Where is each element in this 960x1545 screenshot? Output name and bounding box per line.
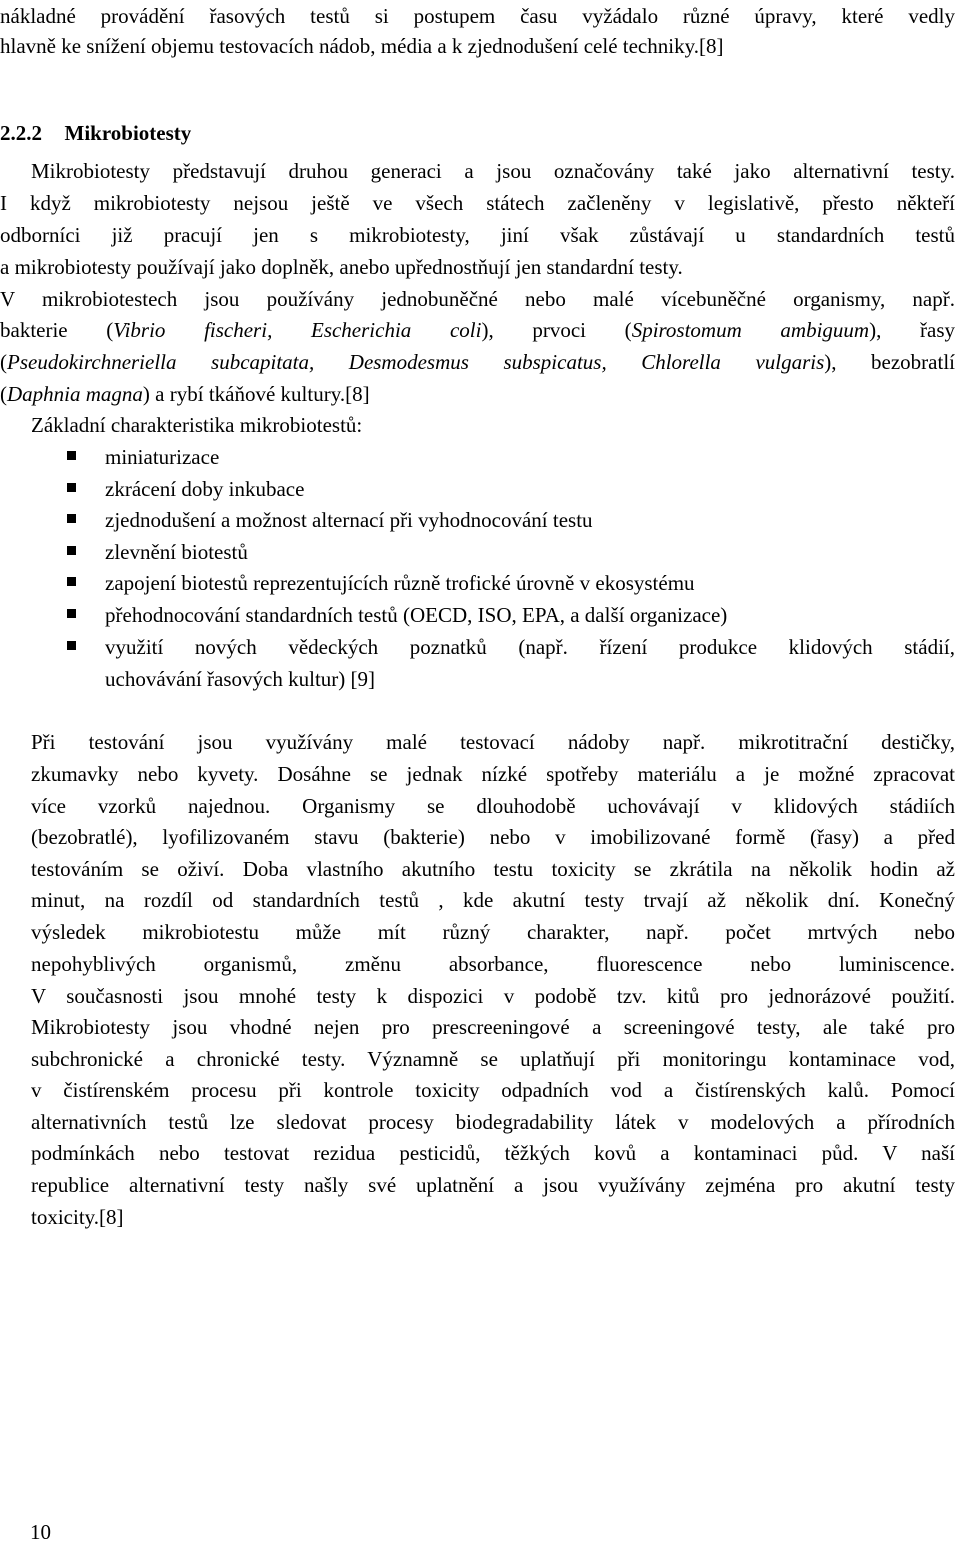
testing-line-5: testováním se oživí. Doba vlastního akutního testu toxicity se zkrátila na několik hodin až <box>31 857 955 881</box>
square-bullet-icon <box>67 451 76 460</box>
testing-line-2: zkumavky nebo kyvety. Dosáhne se jednak nízké spotřeby materiálu a je možné zpracovat <box>31 762 955 786</box>
testing-line-1: Při testování jsou využívány malé testovací nádoby např. mikrotitrační destičky, <box>31 730 955 754</box>
list-item: miniaturizace <box>105 445 220 469</box>
testing-line-3: více vzorků najednou. Organismy se dlouhodobě uchovávají v klidových stádiích <box>31 794 955 818</box>
section-title: Mikrobiotesty <box>64 121 192 145</box>
testing-line-14: podmínkách nebo testovat rezidua pesticidů, těžkých kovů a kontaminaci půd. V naší <box>31 1141 955 1165</box>
square-bullet-icon <box>67 577 76 586</box>
organisms-line-3 <box>0 349 955 375</box>
square-bullet-icon <box>67 514 76 523</box>
organisms-text: ( <box>0 350 7 374</box>
list-item: zjednodušení a možnost alternací při vyhodnocování testu <box>105 508 593 532</box>
testing-line-8: nepohyblivých organismů, změnu absorbance, fluorescence nebo luminiscence. <box>31 952 955 976</box>
testing-line-7: výsledek mikrobiotestu může mít různý charakter, např. počet mrtvých nebo <box>31 920 955 944</box>
organisms-text: ) a rybí tkáňové kultury.[8] <box>142 382 370 406</box>
organisms-text: bakterie ( <box>0 318 114 342</box>
testing-line-4: (bezobratlé), lyofilizovaném stavu (bakterie) nebo v imobilizované formě (řasy) a před <box>31 825 955 849</box>
testing-line-6: minut, na rozdíl od standardních testů , kde akutní testy trvají až několik dní. Konečný <box>31 888 955 912</box>
definition-line-1: Mikrobiotesty představují druhou generaci a jsou označovány také jako alternativní testy. <box>31 159 955 183</box>
testing-line-15: republice alternativní testy našly své uplatnění a jsou využívány zejména pro akutní testy <box>31 1173 955 1197</box>
square-bullet-icon <box>67 641 76 650</box>
organisms-text: ), řasy <box>869 318 955 342</box>
list-item: přehodnocování standardních testů (OECD, ISO, EPA, a další organizace) <box>105 603 728 627</box>
species-name: Vibrio fischeri, Escherichia coli <box>113 318 482 342</box>
definition-line-2: I když mikrobiotesty nejsou ještě ve všech státech začleněny v legislativě, přesto někteří <box>0 191 955 215</box>
intro-line-1: nákladné provádění řasových testů si postupem času vyžádalo různé úpravy, které vedly <box>0 4 955 28</box>
intro-line-2: hlavně ke snížení objemu testovacích nádob, média a k zjednodušení celé techniky.[8] <box>0 34 724 58</box>
definition-line-3: odborníci již pracují jen s mikrobiotesty, jiní však zůstávají u standardních testů <box>0 223 955 247</box>
characteristics-heading: Základní charakteristika mikrobiotestů: <box>31 413 363 437</box>
list-item: využití nových vědeckých poznatků (např. řízení produkce klidových stádií, <box>105 635 955 659</box>
species-name: Daphnia magna <box>7 382 143 406</box>
page-number: 10 <box>30 1520 51 1544</box>
testing-line-12: v čistírenském procesu při kontrole toxicity odpadních vod a čistírenských kalů. Pomocí <box>31 1078 955 1102</box>
organisms-text: ), prvoci ( <box>481 318 632 342</box>
square-bullet-icon <box>67 609 76 618</box>
testing-line-11: subchronické a chronické testy. Významně se uplatňují při monitoringu kontaminace vod, <box>31 1047 955 1071</box>
definition-line-4: a mikrobiotesty používají jako doplněk, anebo upřednostňují jen standardní testy. <box>0 255 683 279</box>
organisms-text: ), bezobratlí <box>824 350 955 374</box>
organisms-line-4 <box>0 381 370 407</box>
organisms-line-2 <box>0 317 955 343</box>
testing-line-9: V současnosti jsou mnohé testy k dispozici v podobě tzv. kitů pro jednorázové použití. <box>31 984 955 1008</box>
square-bullet-icon <box>67 483 76 492</box>
testing-line-13: alternativních testů lze sledovat procesy biodegradability látek v modelových a přírodních <box>31 1110 955 1134</box>
section-number: 2.2.2 <box>0 121 42 145</box>
species-name: Spirostomum ambiguum <box>631 318 870 342</box>
list-item: zapojení biotestů reprezentujících různě trofické úrovně v ekosystému <box>105 571 695 595</box>
species-name: Pseudokirchneriella subcapitata, Desmodesmus subspicatus, Chlorella vulgaris <box>7 350 825 374</box>
list-item: zkrácení doby inkubace <box>105 477 305 501</box>
square-bullet-icon <box>67 546 76 555</box>
list-item: zlevnění biotestů <box>105 540 248 564</box>
testing-line-10: Mikrobiotesty jsou vhodné nejen pro prescreeningové a screeningové testy, ale také pro <box>31 1015 955 1039</box>
testing-line-16: toxicity.[8] <box>31 1205 124 1229</box>
organisms-line-1: V mikrobiotestech jsou používány jednobuněčné nebo malé vícebuněčné organismy, např. <box>0 287 955 311</box>
list-item-continuation: uchovávání řasových kultur) [9] <box>105 667 375 691</box>
section-heading <box>0 120 191 146</box>
organisms-text: ( <box>0 382 7 406</box>
